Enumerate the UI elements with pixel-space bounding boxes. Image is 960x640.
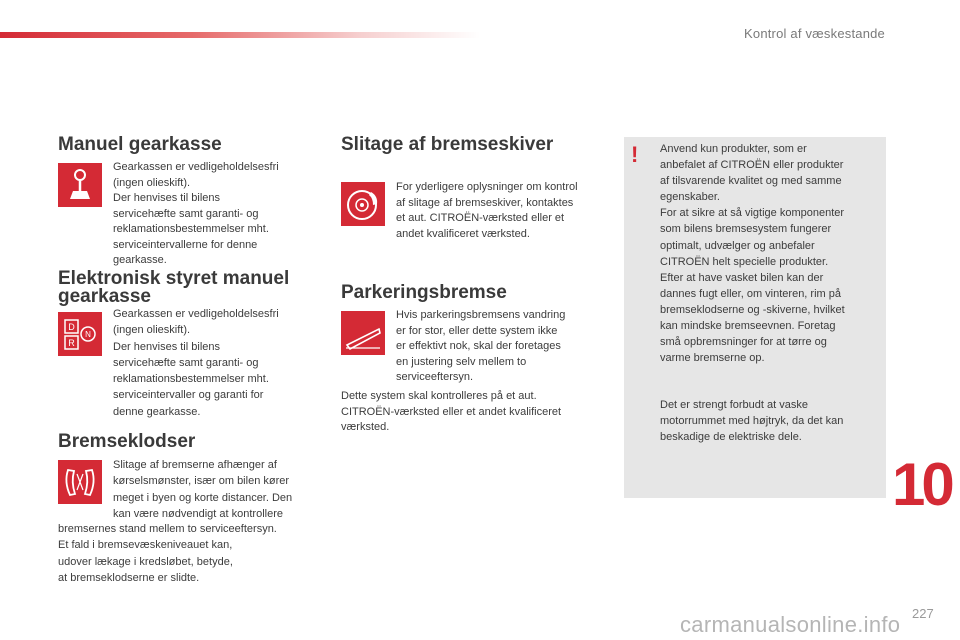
chapter-number: 10 bbox=[892, 451, 951, 518]
section-title-electronic-gearbox: Elektronisk styret manuel gearkasse bbox=[58, 268, 290, 307]
parking-brake-text-full: Dette system skal kontrolleres på et aut. CITROËN-værksted eller et andet kvalificeret værksted. bbox=[341, 390, 562, 433]
section-title-manual-gearbox: Manuel gearkasse bbox=[58, 134, 222, 155]
section-title-brake-pads: Bremseklodser bbox=[58, 431, 196, 452]
watermark-text: carmanualsonline.info bbox=[680, 612, 901, 637]
manual-gearbox-text: Gearkassen er vedligeholdelsesfri (ingen olieskift). Der henvises til bilens servicehæfte samt garanti- og reklamationsbestemmelser mht. serviceintervallerne for denne gearkasse. bbox=[113, 161, 279, 266]
page-number: 227 bbox=[912, 606, 934, 621]
selector-letter-r: R bbox=[68, 338, 75, 348]
parking-brake-text-indented: Hvis parkeringsbremsens vandring er for stor, eller dette system ikke er effektivt nok, skal der foretages en justering selv mellem to serviceeftersyn. bbox=[396, 309, 566, 383]
brake-disc-icon bbox=[341, 182, 385, 226]
brake-pads-text-full: bremsernes stand mellem to serviceeftersyn. Et fald i bremsevæskeniveauet kan, udover lækage i kredsløbet, betyde, at bremseklodserne er slidte. bbox=[58, 523, 277, 584]
selector-letter-n: N bbox=[85, 330, 91, 339]
electronic-gearbox-text: Gearkassen er vedligeholdelsesfri (ingen olieskift). Der henvises til bilens servicehæfte samt garanti- og reklamationsbestemmelser mht. serviceintervaller og garanti for denne gearkasse. bbox=[113, 308, 279, 418]
note-text-washing: Det er strengt forbudt at vaske motorrummet med højtryk, da det kan beskadige de elektriske dele. bbox=[660, 399, 844, 444]
gear-selector-icon bbox=[58, 312, 102, 356]
header-accent-bar bbox=[0, 32, 480, 38]
brake-discs-text: For yderligere oplysninger om kontrol af slitage af bremseskiver, kontaktes et aut. CITROËN-værksted eller et andet kvalificeret værksted. bbox=[396, 181, 578, 240]
brake-pads-text-indented: Slitage af bremserne afhænger af kørselsmønster, især om bilen kører meget i byen og korte distancer. Den kan være nødvendigt at kontrollere bbox=[113, 459, 293, 520]
gear-lever-icon bbox=[58, 163, 102, 207]
brake-pads-icon bbox=[58, 460, 102, 504]
warning-exclamation-icon: ! bbox=[631, 142, 639, 167]
note-text-products: Anvend kun produkter, som er anbefalet af CITROËN eller produkter af tilsvarende kvalitet og med samme egenskaber. For at sikre at så vigtige komponenter som bilens bremsesystem fungerer optimalt, udvælger og anbefaler CITROËN helt specielle produkter. Efter at have vasket bilen kan der dannes fugt eller, om vinteren, rim på bremseklodserne og -skiverne, hvilket kan mindske bremseevnen. Foretag små opbremsninger for at tørre og varme bremserne op. bbox=[660, 143, 845, 365]
section-title-parking-brake: Parkeringsbremse bbox=[341, 282, 507, 303]
selector-letter-d: D bbox=[68, 322, 75, 332]
section-title-brake-discs: Slitage af bremseskiver bbox=[341, 134, 554, 155]
parking-brake-lever-icon bbox=[341, 311, 385, 355]
page-header-title: Kontrol af væskestande bbox=[744, 26, 885, 41]
